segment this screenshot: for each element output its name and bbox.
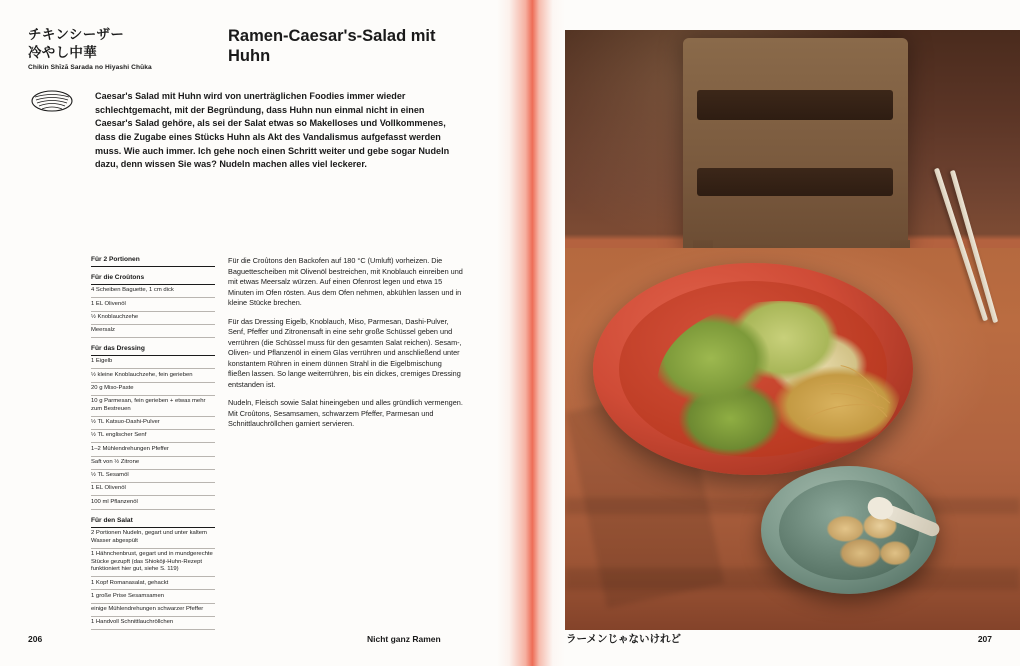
ingredient-row: ½ TL Katsuo-Dashi-Pulver xyxy=(91,417,215,430)
ingredient-group-heading: Für die Croûtons xyxy=(91,267,215,285)
ingredient-row: ½ TL Sesamöl xyxy=(91,470,215,483)
ingredient-row: 1 große Prise Sesamsamen xyxy=(91,590,215,603)
ingredient-row: einige Mühlendrehungen schwarzer Pfeffer xyxy=(91,604,215,617)
japanese-title-line-2: 冷やし中華 xyxy=(28,44,97,60)
ingredient-row: Saft von ½ Zitrone xyxy=(91,457,215,470)
page-number-right: 207 xyxy=(977,634,992,644)
method-paragraph: Nudeln, Fleisch sowie Salat hineingeben und alles gründlich vermengen. Mit Croûtons, Sesamsamen, schwarzem Pfeffer, Parmesan und Schnittlauchröllchen garniert servieren. xyxy=(228,398,463,428)
romaji-subtitle: Chikin Shīzā Sarada no Hiyashi Chūka xyxy=(28,64,152,72)
photo-chair xyxy=(683,38,908,253)
japanese-title-line-1: チキンシーザー xyxy=(28,27,125,42)
ingredient-row: 20 g Miso-Paste xyxy=(91,383,215,396)
ingredients-column xyxy=(91,256,215,630)
photo-plate-well xyxy=(619,281,887,457)
ingredient-row: ½ Knoblauchzehe xyxy=(91,312,215,325)
intro-paragraph: Caesar's Salad mit Huhn wird von unerträglichen Foodies immer wieder schlechtgemacht, mit der Begründung, dass Huhn nun einmal nicht in einen Caesar's Salad gehöre, als sei der Salat etwas so Makelloses und Vollkommenes, dass die Zugabe eines Stücks Huhn als Akt des Vandalismus aufgefasst werden muss. Wie auch immer. Ich gehe noch einen Schritt weiter und gebe sogar Nudeln dazu, denn wissen Sie was? Nudeln machen alles viel leckerer. xyxy=(95,91,450,170)
ingredient-group-heading: Für das Dressing xyxy=(91,338,215,356)
ingredient-row: 1 EL Olivenöl xyxy=(91,483,215,496)
method-paragraph: Für die Croûtons den Backofen auf 180 °C (Umluft) vorheizen. Die Baguettescheiben mit Olivenöl bestreichen, mit Knoblauch einreiben und mit etwas Meersalz würzen. Auf einen Ofenrost legen und etwa 15 Minuten im Ofen rösten. Aus dem Ofen nehmen, abkühlen lassen und in kleine Stücke brechen. xyxy=(228,256,463,307)
noodle-bowl-icon xyxy=(30,88,74,114)
ingredient-row: 1 EL Olivenöl xyxy=(91,298,215,311)
ingredient-row: 10 g Parmesan, fein gerieben + etwas mehr zum Bestreuen xyxy=(91,396,215,417)
right-page xyxy=(510,0,1020,666)
photo-salad xyxy=(657,301,901,469)
ingredient-row: ½ TL englischer Senf xyxy=(91,430,215,443)
ingredient-group-heading: Für den Salat xyxy=(91,510,215,528)
ingredient-row: 1 Eigelb xyxy=(91,356,215,369)
ingredient-row: 1–2 Mühlendrehungen Pfeffer xyxy=(91,443,215,456)
photo-red-plate xyxy=(593,263,913,475)
ingredient-row: 100 ml Pflanzenöl xyxy=(91,496,215,509)
photo-crouton-bowl xyxy=(761,466,937,594)
japanese-title xyxy=(28,26,208,71)
ingredient-row: 1 Kopf Romanasalat, gehackt xyxy=(91,577,215,590)
running-head-right: ラーメンじゃないけれど xyxy=(566,633,681,645)
method-paragraph: Für das Dressing Eigelb, Knoblauch, Miso, Parmesan, Dashi-Pulver, Senf, Pfeffer und Zitronensaft in eine sehr große Schüssel geben und verrühren (die Schüssel muss für den gesamten Salat reichen). Sesam-, Oliven- und Pflanzenöl in einem Glas verrühren und anschließend unter konstantem Rühren in einem dünnen Strahl in die Eigelbmischung fließen lassen. So lange weiterrühren, bis ein dickes, cremiges Dressing entstanden ist. xyxy=(228,316,462,389)
ingredient-row: ½ kleine Knoblauchzehe, fein gerieben xyxy=(91,369,215,382)
recipe-photo xyxy=(565,30,1020,630)
ingredient-row: 4 Scheiben Baguette, 1 cm dick xyxy=(91,285,215,298)
ingredient-row: 1 Hähnchenbrust, gegart und in mundgerechte Stücke gezupft (das Shiokōji-Huhn-Rezept funktioniert hier gut, siehe S. 119) xyxy=(91,549,215,578)
page-title: Ramen-Caesar's-Salad mit Huhn xyxy=(228,27,436,66)
method-column xyxy=(228,256,464,438)
ingredient-row: 2 Portionen Nudeln, gegart und unter kaltem Wasser abgespült xyxy=(91,528,215,549)
ingredient-row: 1 Handvoll Schnittlauchröllchen xyxy=(91,617,215,630)
portions-label: Für 2 Portionen xyxy=(91,256,215,267)
page-number-left: 206 xyxy=(28,634,43,644)
running-head-left: Nicht ganz Ramen xyxy=(367,634,441,644)
ingredient-row: Meersalz xyxy=(91,325,215,338)
photo-bowl-well xyxy=(779,480,919,580)
